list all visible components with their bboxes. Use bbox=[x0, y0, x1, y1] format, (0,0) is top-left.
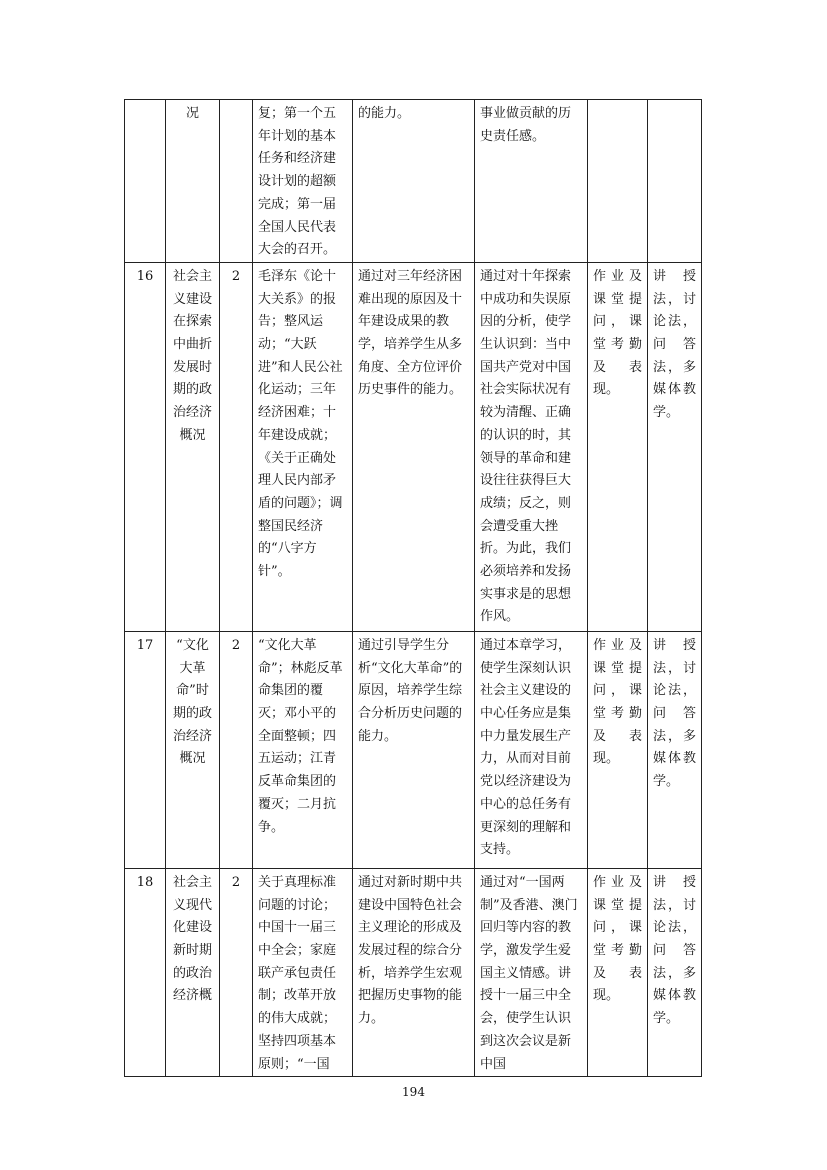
topic-cell: 社会主义现代化建设新时期的政治经济概 bbox=[166, 868, 220, 1076]
syllabus-table bbox=[124, 99, 702, 1077]
teaching-method-cell: 讲授法，讨论法，问答法，多媒体教学。 bbox=[648, 262, 702, 631]
topic-cell: “文化大革命”时期的政治经济概况 bbox=[166, 631, 220, 868]
hours-cell bbox=[220, 100, 253, 263]
assessment-cell: 作业及课堂提问，课堂考勤及表现。 bbox=[588, 262, 648, 631]
topic-cell: 社会主义建设在探索中曲折发展时期的政治经济概况 bbox=[166, 262, 220, 631]
values-objective-cell: 通过对十年探索中成功和失误原因的分析，使学生认识到：当中国共产党对中国社会实际状况有较为清醒、正确的认识的时，其领导的革命和建设往往获得巨大成绩；反之，则会遭受重大挫折。为此，我们必须培养和发扬实事求是的思想作风。 bbox=[475, 262, 588, 631]
skills-objective-cell: 的能力。 bbox=[353, 100, 475, 263]
page-number: 194 bbox=[402, 1085, 425, 1099]
content-cell: 复；第一个五年计划的基本任务和经济建设计划的超额完成；第一届全国人民代表大会的召开。 bbox=[253, 100, 353, 263]
assessment-cell: 作业及课堂提问，课堂考勤及表现。 bbox=[588, 868, 648, 1076]
table-row bbox=[125, 868, 702, 1076]
lesson-number: 18 bbox=[125, 868, 166, 1076]
skills-objective-cell: 通过对新时期中共建设中国特色社会主义理论的形成及发展过程的综合分析，培养学生宏观把握历史事物的能力。 bbox=[353, 868, 475, 1076]
content-cell: “文化大革命”；林彪反革命集团的覆灭；邓小平的全面整顿；四五运动；江青反革命集团的覆灭；二月抗争。 bbox=[253, 631, 353, 868]
teaching-method-cell: 讲授法，讨论法，问答法，多媒体教学。 bbox=[648, 868, 702, 1076]
assessment-cell bbox=[588, 100, 648, 263]
lesson-number: 16 bbox=[125, 262, 166, 631]
assessment-cell: 作业及课堂提问，课堂考勤及表现。 bbox=[588, 631, 648, 868]
hours-cell: 2 bbox=[220, 262, 253, 631]
table-row bbox=[125, 631, 702, 868]
lesson-number bbox=[125, 100, 166, 263]
hours-cell: 2 bbox=[220, 868, 253, 1076]
table-row bbox=[125, 262, 702, 631]
values-objective-cell: 通过本章学习，使学生深刻认识社会主义建设的中心任务应是集中力量发展生产力，从而对目前党以经济建设为中心的总任务有更深刻的理解和支持。 bbox=[475, 631, 588, 868]
content-cell: 毛泽东《论十大关系》的报告；整风运动；“大跃进”和人民公社化运动；三年经济困难；十年建设成就；《关于正确处理人民内部矛盾的问题》；调整国民经济的“八字方针”。 bbox=[253, 262, 353, 631]
hours-cell: 2 bbox=[220, 631, 253, 868]
table-row bbox=[125, 100, 702, 263]
teaching-method-cell bbox=[648, 100, 702, 263]
skills-objective-cell: 通过引导学生分析“文化大革命”的原因，培养学生综合分析历史问题的能力。 bbox=[353, 631, 475, 868]
lesson-number: 17 bbox=[125, 631, 166, 868]
teaching-method-cell: 讲授法，讨论法，问答法，多媒体教学。 bbox=[648, 631, 702, 868]
content-cell: 关于真理标准问题的讨论；中国十一届三中全会；家庭联产承包责任制；改革开放的伟大成就；坚持四项基本原则；“一国 bbox=[253, 868, 353, 1076]
skills-objective-cell: 通过对三年经济困难出现的原因及十年建设成果的教学，培养学生从多角度、全方位评价历史事件的能力。 bbox=[353, 262, 475, 631]
topic-cell: 况 bbox=[166, 100, 220, 263]
values-objective-cell: 通过对“一国两制”及香港、澳门回归等内容的教学，激发学生爱国主义情感。讲授十一届三中全会，使学生认识到这次会议是新中国 bbox=[475, 868, 588, 1076]
values-objective-cell: 事业做贡献的历史责任感。 bbox=[475, 100, 588, 263]
